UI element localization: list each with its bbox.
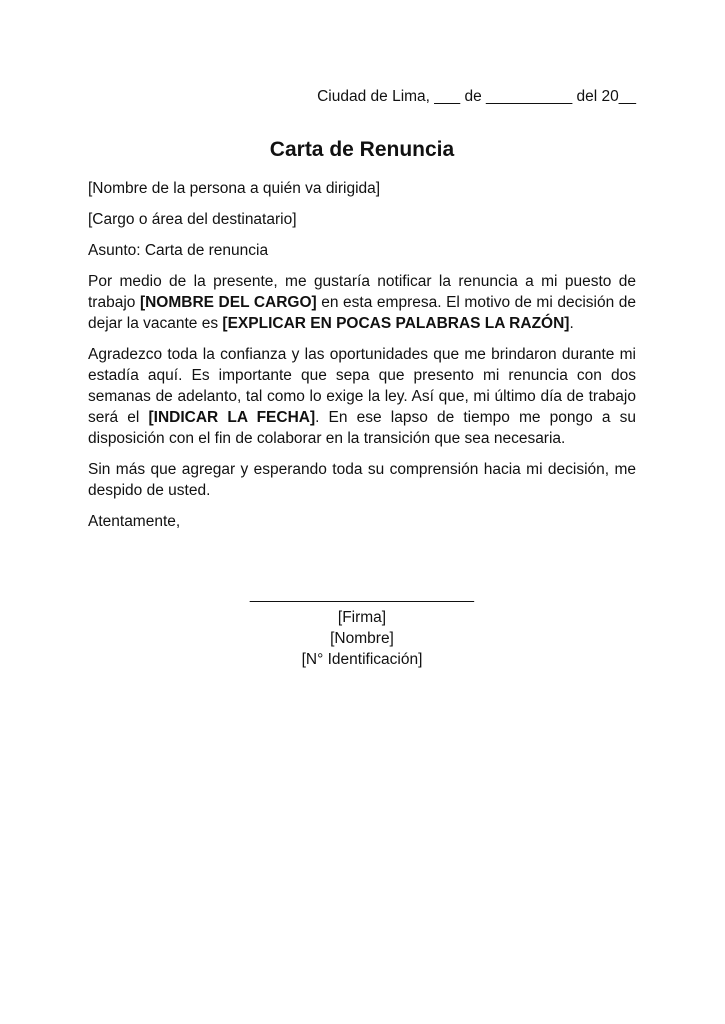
- paragraph-text: Agradezco toda la confianza y las oportunidades que me brindaron durante mi estadía aquí. Es importante que sepa que presento mi renuncia con dos semanas de adelanto, tal como lo exige la ley. Así que, mi último día de trabajo será el: [88, 346, 636, 426]
- paragraph-text: Por medio de la presente, me gustaría notificar la renuncia a mi puesto de trabajo: [88, 273, 636, 311]
- paragraph-gratitude: [88, 344, 636, 449]
- paragraph-text: en esta empresa. El motivo de mi decisión de dejar la vacante es: [88, 294, 636, 332]
- closing-salutation: Atentamente,: [88, 513, 181, 530]
- paragraph-text: . En ese lapso de tiempo me pongo a su disposición con el fin de colaborar en la transición que sea necesaria.: [88, 409, 636, 447]
- placeholder-job-title: [NOMBRE DEL CARGO]: [139, 294, 317, 311]
- signature-firma: [Firma]: [337, 609, 387, 626]
- recipient-name: [Nombre de la persona a quién va dirigida]: [88, 180, 381, 197]
- date-line: Ciudad de Lima, ___ de __________ del 20__: [317, 88, 636, 105]
- recipient-position: [Cargo o área del destinatario]: [88, 211, 297, 228]
- placeholder-date: [INDICAR LA FECHA]: [148, 409, 316, 426]
- subject-line: Asunto: Carta de renuncia: [88, 242, 269, 259]
- letter-body: [88, 86, 636, 670]
- signature-nombre: [Nombre]: [330, 630, 394, 647]
- letter-title: Carta de Renuncia: [269, 138, 455, 161]
- paragraph-resignation-notice: [88, 271, 636, 334]
- paragraph-text: .: [569, 315, 574, 332]
- signature-block: [88, 584, 636, 670]
- placeholder-reason: [EXPLICAR EN POCAS PALABRAS LA RAZÓN]: [222, 315, 570, 332]
- paragraph-farewell: Sin más que agregar y esperando toda su comprensión hacia mi decisión, me despido de usted.: [88, 461, 636, 499]
- signature-line: __________________________: [249, 586, 475, 603]
- signature-identificacion: [N° Identificación]: [301, 651, 423, 668]
